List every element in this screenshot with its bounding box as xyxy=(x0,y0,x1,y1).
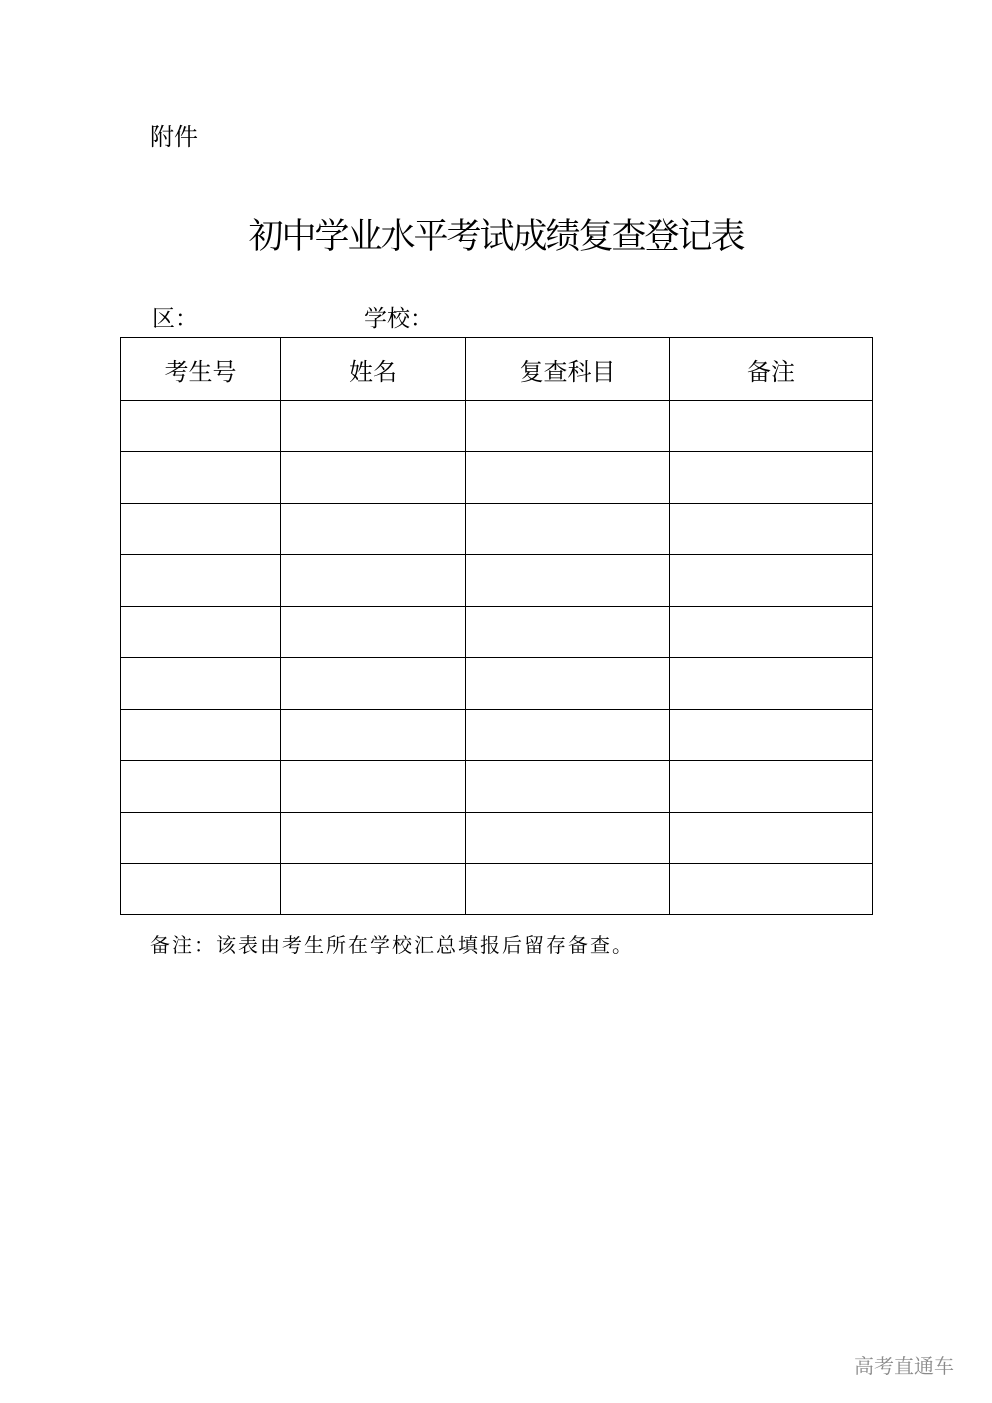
table-cell xyxy=(281,864,466,915)
table-row xyxy=(121,864,873,915)
table-cell xyxy=(281,555,466,607)
table-cell xyxy=(121,761,281,813)
table-cell xyxy=(281,504,466,555)
table-cell xyxy=(466,761,670,813)
table-row xyxy=(121,555,873,607)
table-cell xyxy=(281,607,466,658)
table-cell xyxy=(670,864,873,915)
column-header-name: 姓名 xyxy=(281,338,466,401)
table-cell xyxy=(670,658,873,710)
document-title: 初中学业水平考试成绩复查登记表 xyxy=(248,217,744,257)
table-cell xyxy=(466,504,670,555)
table-cell xyxy=(121,452,281,504)
table-row xyxy=(121,761,873,813)
table-cell xyxy=(670,607,873,658)
table-cell xyxy=(466,452,670,504)
table-row xyxy=(121,710,873,761)
table-header-row xyxy=(121,338,873,401)
table-row xyxy=(121,452,873,504)
table-cell xyxy=(121,504,281,555)
table-row xyxy=(121,658,873,710)
column-header-review-subject: 复查科目 xyxy=(466,338,670,401)
table-cell xyxy=(281,710,466,761)
table-cell xyxy=(670,401,873,452)
registration-table xyxy=(120,337,873,915)
table-cell xyxy=(121,607,281,658)
table-cell xyxy=(121,710,281,761)
table-cell xyxy=(670,813,873,864)
table-cell xyxy=(281,761,466,813)
table-cell xyxy=(281,813,466,864)
watermark-text: 高考直通车 xyxy=(854,1354,954,1378)
table-cell xyxy=(281,658,466,710)
table-cell xyxy=(121,658,281,710)
table-row xyxy=(121,504,873,555)
table-cell xyxy=(466,555,670,607)
table-cell xyxy=(121,864,281,915)
table-cell xyxy=(670,555,873,607)
footnote-text: 备注：该表由考生所在学校汇总填报后留存备查。 xyxy=(150,933,634,957)
table-cell xyxy=(670,710,873,761)
table-cell xyxy=(670,761,873,813)
table-row xyxy=(121,813,873,864)
school-field-label: 学校： xyxy=(364,306,433,332)
table-row xyxy=(121,401,873,452)
column-header-remarks: 备注 xyxy=(670,338,873,401)
table-cell xyxy=(466,864,670,915)
table-cell xyxy=(121,813,281,864)
table-cell xyxy=(281,401,466,452)
table-cell xyxy=(281,452,466,504)
table-cell xyxy=(466,607,670,658)
column-header-exam-number: 考生号 xyxy=(121,338,281,401)
table-cell xyxy=(670,452,873,504)
table-cell xyxy=(466,658,670,710)
table-cell xyxy=(121,555,281,607)
table-cell xyxy=(121,401,281,452)
attachment-label: 附件 xyxy=(150,123,198,151)
table-row xyxy=(121,607,873,658)
table-cell xyxy=(466,813,670,864)
table-cell xyxy=(670,504,873,555)
table-cell xyxy=(466,401,670,452)
district-field-label: 区： xyxy=(152,306,198,332)
table-cell xyxy=(466,710,670,761)
